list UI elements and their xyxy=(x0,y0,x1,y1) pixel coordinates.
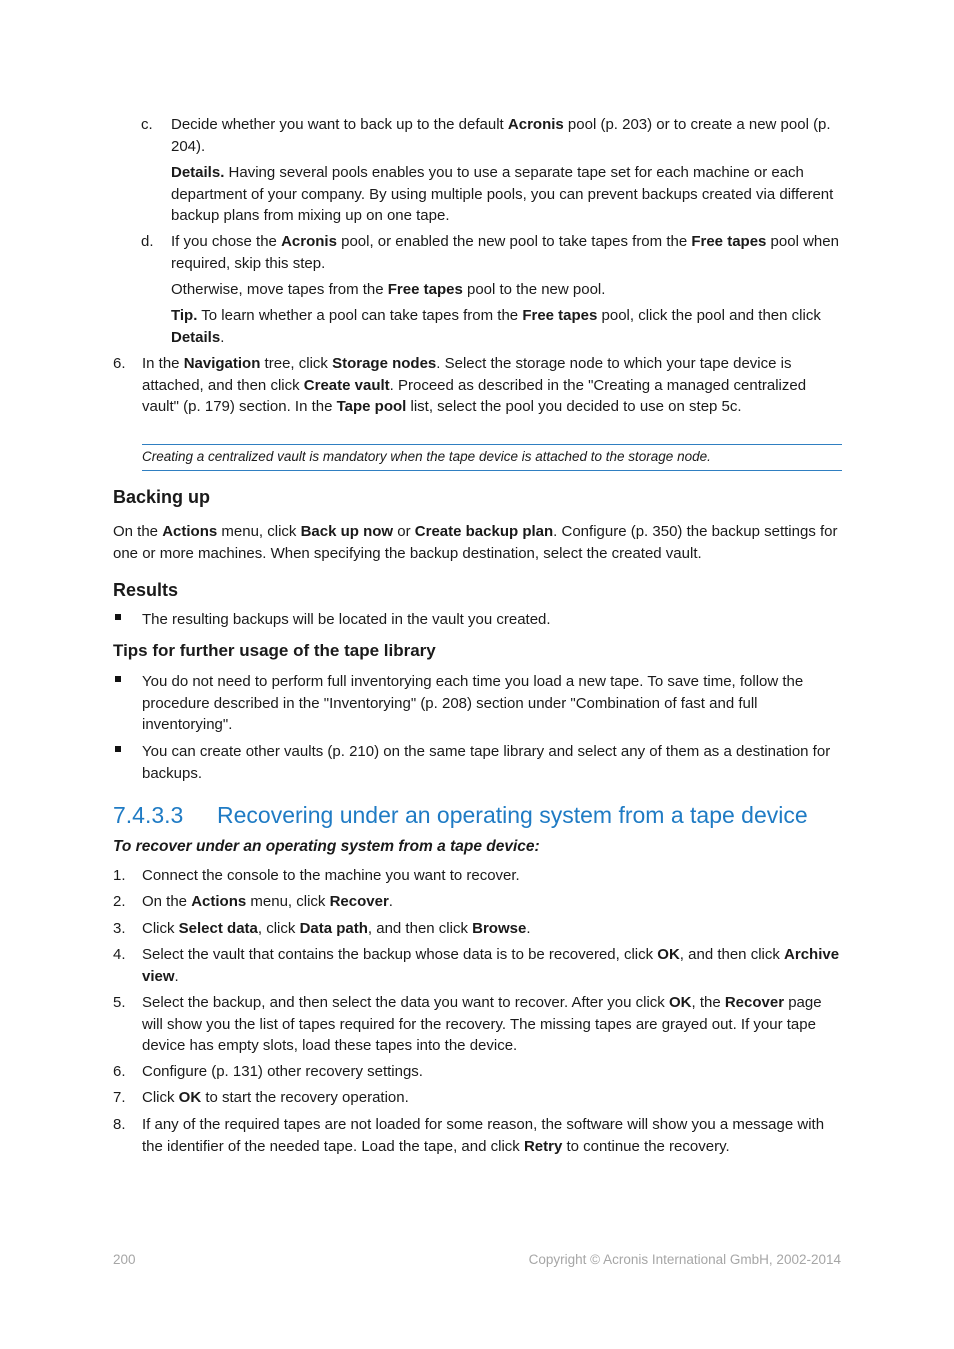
heading-results: Results xyxy=(113,580,179,600)
list-marker: 5. xyxy=(113,994,126,1011)
list-item: Decide whether you want to back up to the default Acronis pool (p. 203) or to create a new pool (p. 204). xyxy=(171,116,831,155)
list-item: If you chose the Acronis pool, or enabled the new pool to take tapes from the Free tapes pool when required, skip this step. xyxy=(171,233,839,272)
list-marker: 2. xyxy=(113,893,126,910)
note-box xyxy=(142,444,842,471)
list-item: Configure (p. 131) other recovery settings. xyxy=(142,1063,423,1080)
list-item: The resulting backups will be located in the vault you created. xyxy=(142,611,551,628)
list-marker: 3. xyxy=(113,920,126,937)
heading-backing-up: Backing up xyxy=(113,487,211,507)
backing-up-paragraph: On the Actions menu, click Back up now or Create backup plan. Configure (p. 350) the backup settings for one or more machines. When specifying the backup destination, select the created vault. xyxy=(113,523,838,562)
page-number: 200 xyxy=(113,1252,136,1267)
procedure-intro: To recover under an operating system from a tape device: xyxy=(113,838,540,855)
list-item: If any of the required tapes are not loaded for some reason, the software will show you a message with the identifier of the needed tape. Load the tape, and click Retry to continue the recovery. xyxy=(142,1116,825,1155)
list-item: Select the vault that contains the backup whose data is to be recovered, click OK, and then click Archive view. xyxy=(142,946,840,985)
section-title: Recovering under an operating system from a tape device xyxy=(217,802,808,828)
note-text: Creating a centralized vault is mandatory when the tape device is attached to the storage node. xyxy=(142,449,711,464)
heading-tips: Tips for further usage of the tape library xyxy=(113,641,436,660)
section-number: 7.4.3.3 xyxy=(113,802,184,828)
otherwise-paragraph: Otherwise, move tapes from the Free tapes pool to the new pool. xyxy=(171,281,606,298)
list-item: Select the backup, and then select the data you want to recover. After you click OK, the Recover page will show you the list of tapes required for the recovery. The missing tapes are grayed out. If your tape device has empty slots, load these tapes into the device. xyxy=(142,994,822,1054)
bullet-marker xyxy=(115,746,121,752)
list-item: You can create other vaults (p. 210) on the same tape library and select any of them as a destination for backups. xyxy=(142,743,831,782)
list-marker: 1. xyxy=(113,867,126,884)
list-marker: 8. xyxy=(113,1116,126,1133)
list-item: You do not need to perform full inventorying each time you load a new tape. To save time, follow the procedure described in the "Inventorying" (p. 208) section under "Combination of fast and full inventorying". xyxy=(142,673,804,733)
list-marker: 4. xyxy=(113,946,126,963)
details-paragraph: Details. Having several pools enables you to use a separate tape set for each machine or each department of your company. By using multiple pools, you can prevent backups created via different backup plans from mixing up on one tape. xyxy=(171,164,834,224)
list-marker: d. xyxy=(141,233,154,250)
list-item: Connect the console to the machine you want to recover. xyxy=(142,867,520,884)
tip-paragraph: Tip. To learn whether a pool can take tapes from the Free tapes pool, click the pool and then click Details. xyxy=(171,307,821,346)
list-item: In the Navigation tree, click Storage nodes. Select the storage node to which your tape device is attached, and then click Create vault. Proceed as described in the "Creating a managed centralized vault" (p. 179) section. In the Tape pool list, select the pool you decided to use on step 5c. xyxy=(142,355,807,415)
bullet-marker xyxy=(115,676,121,682)
list-marker: 7. xyxy=(113,1089,126,1106)
list-item: Click Select data, click Data path, and then click Browse. xyxy=(142,920,531,937)
bullet-marker xyxy=(115,614,121,620)
list-item: On the Actions menu, click Recover. xyxy=(142,893,393,910)
list-marker: 6. xyxy=(113,1063,126,1080)
list-marker: 6. xyxy=(113,355,126,372)
list-marker: c. xyxy=(141,116,153,133)
list-item: Click OK to start the recovery operation. xyxy=(142,1089,409,1106)
copyright-notice: Copyright © Acronis International GmbH, 2002-2014 xyxy=(528,1252,841,1267)
section-heading xyxy=(113,802,808,829)
